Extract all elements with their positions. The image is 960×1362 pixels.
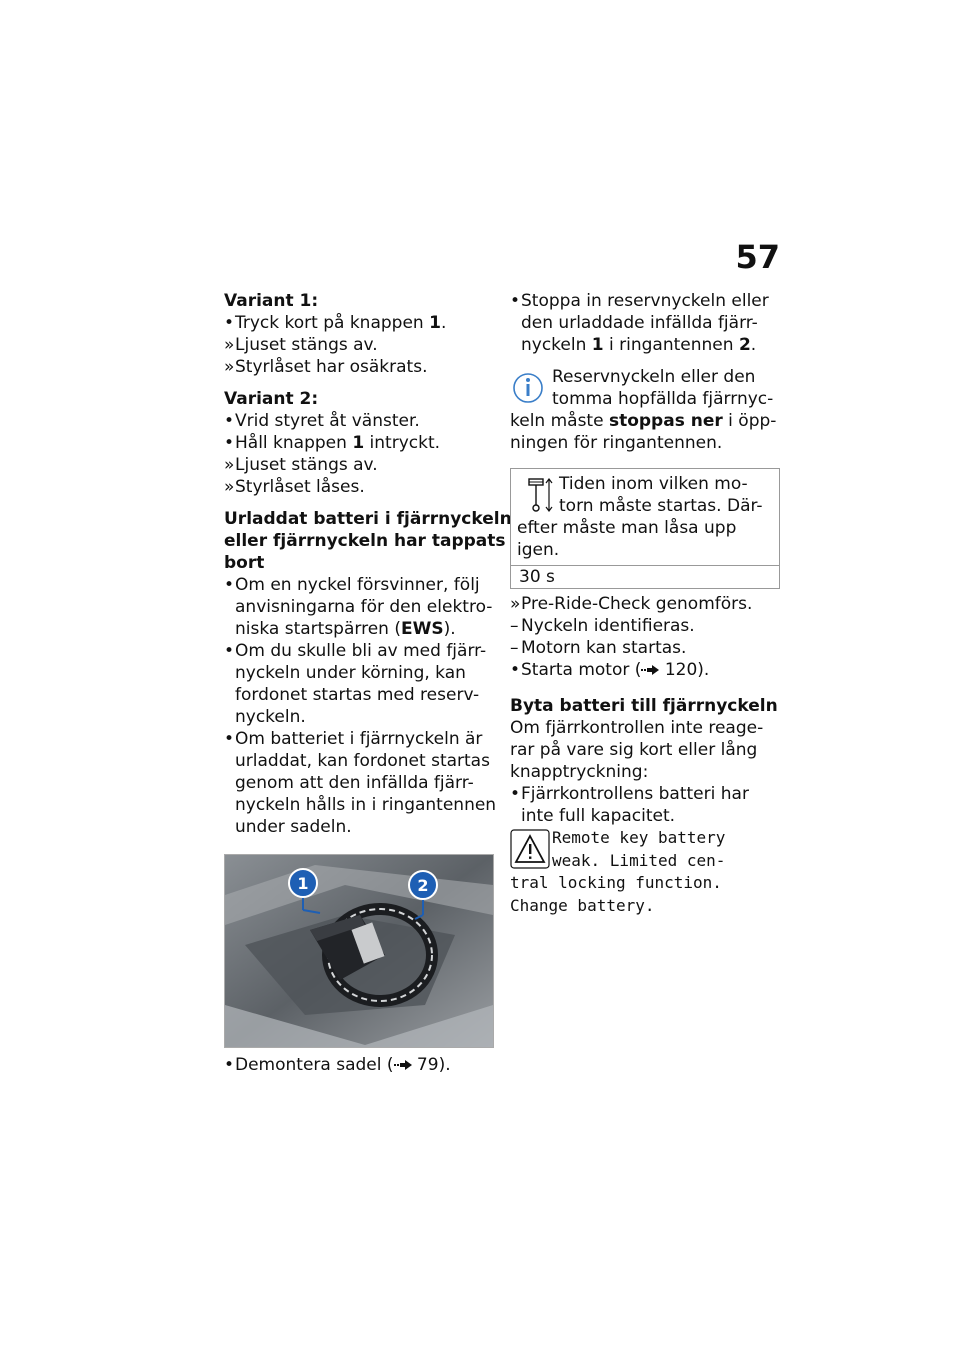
variant1-heading: Variant 1: [224,291,319,311]
result-item: – Motorn kan startas. [510,638,687,658]
bullet-item: •Starta motor ( 120). [510,660,710,680]
result-item: – Nyckeln identifieras. [510,616,695,636]
bullet-item: •Om en nyckel försvinner, följ anvisningarna för den elektro- niska startspärren (EWS). [224,575,493,639]
photo-illustration [225,855,493,1047]
bullet-item: •Demontera sadel ( 79). [224,1055,451,1075]
variant2-heading: Variant 2: [224,389,319,409]
callout-label-2: 2 [417,876,429,895]
warning-triangle-icon [510,827,552,871]
info-icon [510,366,552,410]
bullet-item: •Vrid styret åt vänster. [224,411,420,431]
result-item: »Ljuset stängs av. [224,335,378,355]
ring-antenna-photo [224,854,494,1048]
bullet-item: •Om batteriet i fjärrnyckeln är urladdat, kan fordonet startas genom att den infällda fjärr- nyckeln hålls in i ringantennen under sadeln. [224,729,497,837]
result-item: »Styrlåset har osäkrats. [224,357,428,377]
callout-label-1: 1 [297,874,309,893]
page-reference-arrow-icon [641,665,659,675]
engine-start-icon [517,473,559,517]
page-reference[interactable]: 120 [664,660,698,680]
paragraph: Om fjärrkontrollen inte reage- rar på vare sig kort eller lång knapptryckning: [510,718,764,782]
bullet-item: •Tryck kort på knappen 1. [224,313,447,333]
page-number: 57 [735,238,780,276]
bullet-item: •Om du skulle bli av med fjärr- nyckeln under körning, kan fordonet startas med reserv- nyckeln. [224,641,487,727]
page-reference-arrow-icon [394,1060,412,1070]
result-item: »Ljuset stängs av. [224,455,378,475]
table-value: 30 s [511,565,779,588]
left-column [224,290,512,1076]
info-note: Reservnyckeln eller den tomma hopfällda fjärrnyc- keln måste stoppas ner i öpp- ningen för ringantennen. [510,367,777,453]
bullet-item: •Håll knappen 1 intryckt. [224,433,441,453]
right-column [510,290,780,917]
warning-display-message: Remote key battery weak. Limited cen- tral locking function. Change battery. [510,828,726,915]
result-item: »Styrlåset låses. [224,477,365,497]
bullet-item: •Stoppa in reservnyckeln eller den urladdade infällda fjärr- nyckeln 1 i ringantennen 2. [510,291,769,355]
section-heading: Byta batteri till fjärrnyckeln [510,696,778,716]
section-heading: Urladdat batteri i fjärrnyckeln eller fjärrnyckeln har tappats bort [224,509,512,573]
result-item: »Pre-Ride-Check genomförs. [510,594,753,614]
page-reference[interactable]: 79 [416,1055,439,1075]
technical-data-table: Tiden inom vilken mo- torn måste startas. Där- efter måste man låsa upp igen. 30 s [510,468,780,589]
bullet-item: •Fjärrkontrollens batteri har inte full kapacitet. [510,784,749,826]
